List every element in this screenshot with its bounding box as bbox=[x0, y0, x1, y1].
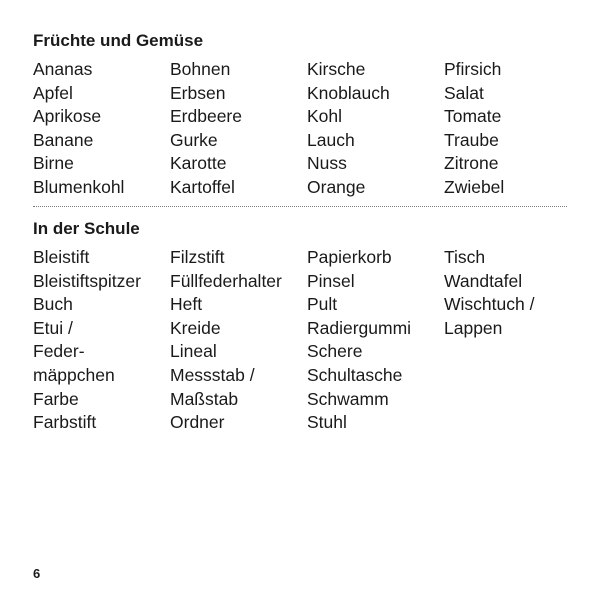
page-number: 6 bbox=[33, 566, 41, 581]
section-title: Früchte und Gemüse bbox=[33, 31, 204, 50]
word-column bbox=[170, 58, 307, 200]
dotted-divider bbox=[33, 206, 567, 207]
word-entry: Knoblauch bbox=[307, 82, 390, 103]
word-entry: Nuss bbox=[307, 153, 347, 174]
word-entry: Tomate bbox=[444, 106, 502, 127]
word-entry: Pinsel bbox=[307, 270, 355, 291]
word-entry: Buch bbox=[33, 294, 73, 315]
section-fruits-vegetables bbox=[33, 31, 568, 200]
word-entry: Zwiebel bbox=[444, 176, 505, 197]
section-title: In der Schule bbox=[33, 219, 140, 238]
word-entry: Erdbeere bbox=[170, 106, 242, 127]
word-entry: Maßstab bbox=[170, 388, 239, 409]
word-entry: Zitrone bbox=[444, 153, 499, 174]
word-entry: Wandtafel bbox=[444, 270, 523, 291]
word-entry: Etui / bbox=[33, 317, 73, 338]
section-at-school bbox=[33, 219, 568, 435]
word-entry: Messstab / bbox=[170, 364, 255, 385]
word-entry: Filzstift bbox=[170, 247, 225, 267]
word-entry: Lineal bbox=[170, 341, 217, 362]
word-column bbox=[170, 246, 307, 435]
word-grid bbox=[33, 58, 568, 200]
word-entry: Füllfederhalter bbox=[170, 270, 282, 291]
word-entry: Traube bbox=[444, 129, 499, 150]
word-entry: Pult bbox=[307, 294, 338, 315]
word-entry: Apfel bbox=[33, 82, 73, 103]
word-entry: Kartoffel bbox=[170, 176, 235, 197]
word-entry: Karotte bbox=[170, 153, 227, 174]
word-entry: Bleistift bbox=[33, 247, 90, 267]
word-entry: Radiergummi bbox=[307, 317, 412, 338]
word-entry: Schultasche bbox=[307, 364, 403, 385]
word-entry: Stuhl bbox=[307, 412, 347, 433]
word-column bbox=[444, 246, 568, 435]
word-entry: Bleistiftspitzer bbox=[33, 270, 141, 291]
word-entry: Wischtuch / bbox=[444, 294, 535, 315]
word-entry: Banane bbox=[33, 129, 94, 150]
word-entry: Gurke bbox=[170, 129, 218, 150]
word-entry: Birne bbox=[33, 153, 74, 174]
word-entry: Ordner bbox=[170, 412, 225, 433]
word-entry: Farbe bbox=[33, 388, 79, 409]
word-entry: Kirsche bbox=[307, 59, 366, 79]
word-entry: Feder- bbox=[33, 341, 85, 362]
word-entry: Orange bbox=[307, 176, 366, 197]
word-entry: Salat bbox=[444, 82, 484, 103]
word-grid bbox=[33, 246, 568, 435]
word-entry: Kohl bbox=[307, 106, 343, 127]
word-entry: Heft bbox=[170, 294, 203, 315]
word-entry: Ananas bbox=[33, 59, 93, 79]
word-entry: Papierkorb bbox=[307, 247, 392, 267]
word-entry: Aprikose bbox=[33, 106, 102, 127]
word-column bbox=[307, 246, 444, 435]
word-entry: Blumenkohl bbox=[33, 176, 125, 197]
word-entry: Schere bbox=[307, 341, 363, 362]
word-entry: Pfirsich bbox=[444, 59, 502, 79]
word-column bbox=[33, 246, 170, 435]
word-column bbox=[444, 58, 568, 200]
word-entry: Erbsen bbox=[170, 82, 226, 103]
word-entry: Farbstift bbox=[33, 412, 97, 433]
word-entry: Bohnen bbox=[170, 59, 231, 79]
word-column bbox=[307, 58, 444, 200]
word-entry: Schwamm bbox=[307, 388, 389, 409]
word-entry: Lauch bbox=[307, 129, 355, 150]
word-column bbox=[33, 58, 170, 200]
word-entry: Lappen bbox=[444, 317, 503, 338]
word-entry: mäppchen bbox=[33, 364, 115, 385]
word-entry: Kreide bbox=[170, 317, 221, 338]
word-entry: Tisch bbox=[444, 247, 486, 267]
